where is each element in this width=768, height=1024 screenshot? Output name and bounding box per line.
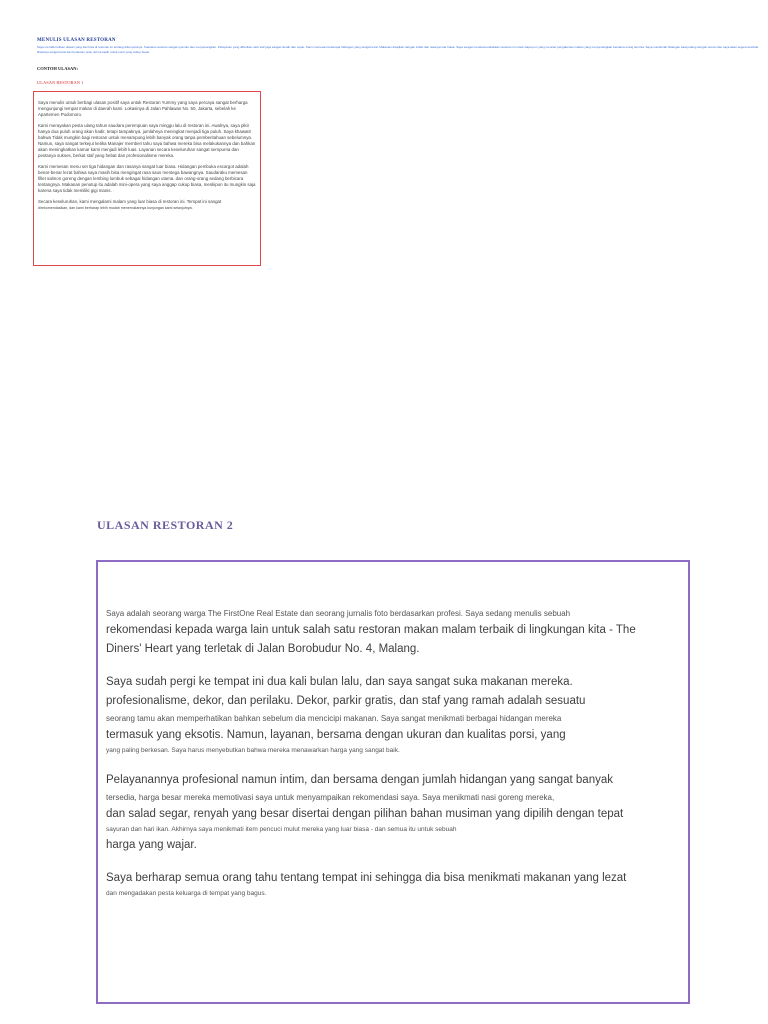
review-2-line: Pelayanannya profesional namun intim, dan bersama dengan jumlah hidangan yang sangat banyak [106, 774, 613, 786]
review-1-box [33, 91, 261, 266]
review-2-line: Saya berharap semua orang tahu tentang tempat ini sehingga dia bisa menikmati makanan yang lezat [106, 872, 627, 884]
review-2-paragraph [106, 606, 682, 659]
review-2-line: harga yang wajar. [106, 839, 197, 851]
review-1-paragraph: Kami merayakan pesta ulang tahun saudara perempuan saya minggu lalu di restoran ini. Awalnya, saya pikir hanya dua puluh orang akan hadir, tetapi tampaknya, jumlahnya meningkat menjadi tiga puluh. Saya khawatir bahwa Tidak mungkin bagi restoran untuk menampung lebih banyak orang tanpa pemberitahuan sebelumnya. Namun, saya sangat terkejut ketika Manajer memberi tahu saya bahwa mereka bisa melakukannya dan bahkan akan meningkatkan kamar kami menjadi lebih luas. Layanan secara keseluruhan sangat sempurna dan pestanya sukses, berkat staf yang hebat dan profesionalisme mereka. [38, 123, 256, 158]
review-1-paragraph [38, 199, 256, 211]
review-2-line: seorang tamu akan memperhatikan bahkan sebelum dia mencicipi makanan. Saya sangat menikmati berbagai hidangan mereka [106, 714, 562, 723]
review-2-line: tersedia, harga besar mereka memotivasi saya untuk menyampaikan rekomendasi saya. Saya menikmati nasi goreng mereka, [106, 793, 555, 802]
review-2-line: rekomendasi kepada warga lain untuk salah satu restoran makan malam terbaik di lingkungan kita - The [106, 624, 636, 636]
intro-text: Saya memiliki tulisan ulasan yang kan bisa di restoran ini tentang dikenyamnya. Suasana restoran sangat nyaman dan menyenangkan. Pelayanan yang diberikan oleh staf juga sangat ramah dan cepat. Kami memesan beberapa hidangan yang sangat lezat. Makanan disajikan dengan indah dan rasanya luar biasa. Saya sangat merekomendasikan restoran ini untuk siapa pun yang mencari pengalaman makan yang menyenangkan bersama orang tercinta. Saya menikmati hidangan saat pulang dengan teman dan saya akan segera kembali. Rasanya sangat lezat dan berkesan pula, terima kasih untuk porsi yang cukup besar. [37, 45, 759, 54]
review-2-line: Saya adalah seorang warga The FirstOne Real Estate dan seorang jurnalis foto berdasarkan profesi. Saya sedang menulis sebuah [106, 609, 571, 618]
review-2-heading: ULASAN RESTORAN 2 [97, 518, 234, 532]
review-2-line: sayuran dan hari ikan. Akhirnya saya menikmati item pencuci mulut mereka yang luar biasa - dan semua itu untuk sebuah [106, 826, 457, 833]
review-1-paragraph: Saya menulis untuk berbagi ulasan positif saya untuk Restoran Yummy yang saya percaya sangat berharga mengunjungi tempat makan di daerah kami. Lokasinya di Jalan Pahlawan No. 50, Jakarta, sebelah ke Apartemen Pudomoro. [38, 100, 248, 117]
review-2-line: yang paling berkesan. Saya harus menyebutkan bahwa mereka menawarkan harga yang sangat baik. [106, 747, 400, 754]
example-label: CONTOH ULASAN: [37, 66, 79, 71]
review-2-line: profesionalisme, dekor, dan perilaku. Dekor, parkir gratis, dan staf yang ramah adalah sesuatu [106, 695, 586, 707]
review-2-box [96, 560, 690, 1004]
review-1-line: Secara keseluruhan, kami mengalami malam yang luar biasa di restoran ini. Tempat ini sangat [38, 199, 222, 204]
review-1-line: direkomendasikan, dan kami berharap lebih mudah menemukannya kunjungan kami selanjutnya. [38, 206, 193, 210]
review-1-paragraph: Kami memesan menu set tiga hidangan dan rasanya sangat luar biasa. Hidangan pembuka escargot adalah benar-benar lezat bahwa saya masih bisa mengingat rasa saus mentega bawangnya. Saudaraku memesan fillet salmon goreng dengan lembing lumbuk sebagai hidangan utama. dan orang-orang sedang berbicara tentangnya. Makanan penutup itu adalah mini-opera yang saya anggap cukup biasa, meskipun itu mungkin saja karena saya tidak memiliki gigi manis. [38, 164, 256, 193]
review-2-paragraph [106, 673, 682, 757]
review-2-paragraph [106, 771, 682, 855]
review-2-line: Saya sudah pergi ke tempat ini dua kali bulan lalu, dan saya sangat suka makanan mereka. [106, 676, 573, 688]
review-2-line: Diners' Heart yang terletak di Jalan Borobudur No. 4, Malang. [106, 643, 420, 655]
review-2-line: dan mengadakan pesta keluarga di tempat yang bagus. [106, 890, 267, 897]
review-2-line: termasuk yang eksotis. Namun, layanan, bersama dengan ukuran dan kualitas porsi, yang [106, 729, 566, 741]
page-title: MENULIS ULASAN RESTORAN [37, 38, 116, 43]
review-2-paragraph [106, 869, 682, 900]
review-1-heading: ULASAN RESTORAN 1 [37, 80, 84, 85]
review-2-line: dan salad segar, renyah yang besar disertai dengan pilihan bahan musiman yang dipilih dengan tepat [106, 808, 624, 820]
